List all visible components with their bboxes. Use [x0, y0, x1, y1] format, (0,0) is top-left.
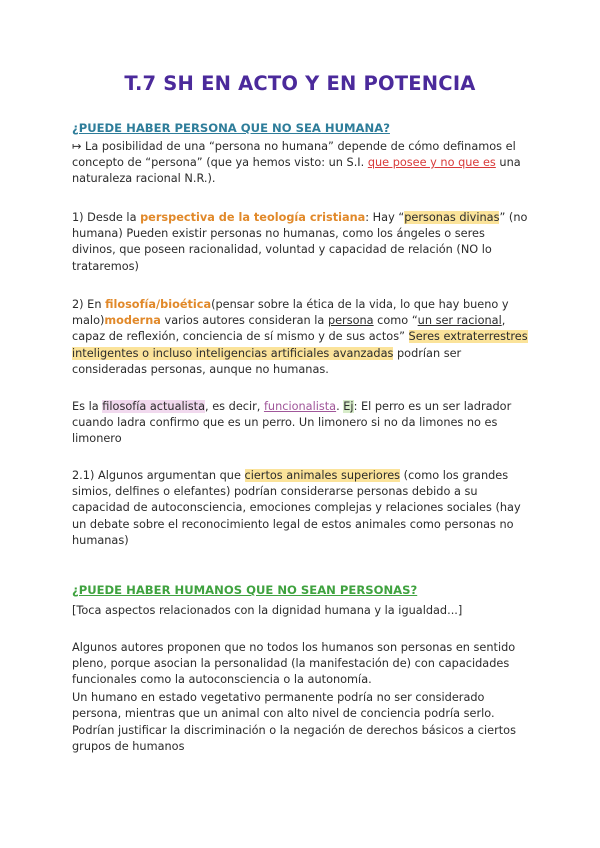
- text: ↦ La posibilidad de una “persona no humana” depende de cómo definamos el concepto de “persona” (que ya hemos visto: un S.I.: [72, 140, 516, 170]
- text: podrían ser consideradas personas, aunque no humanas.: [72, 346, 462, 376]
- paragraph-dignidad: [Toca aspectos relacionados con la dignidad humana y la igualdad...]: [72, 604, 463, 617]
- paragraph-intro: [72, 139, 532, 188]
- paragraph-discriminacion: Podrían justificar la discriminación o la negación de derechos básicos a ciertos grupos de humanos: [72, 724, 516, 754]
- red-underlined-text: que posee y no que es: [367, 156, 496, 170]
- text: ” (no humana) Pueden existir personas no humanas, como los ángeles o seres divinos, que poseen racionalidad, voluntad y capacidad de relación (NO lo trataremos): [72, 211, 528, 273]
- highlight-orange: filosofía/bioética: [105, 298, 212, 311]
- text: , es decir,: [205, 400, 264, 413]
- underlined-text: un ser racional: [417, 314, 502, 328]
- highlight-orange: perspectiva de la teología cristiana: [140, 211, 366, 224]
- text: 1) Desde la: [72, 211, 141, 224]
- paragraph-teologia: [72, 210, 532, 275]
- highlight-green: Ej: [343, 400, 354, 413]
- text: .: [336, 400, 344, 413]
- paragraph-bioetica: [72, 297, 532, 378]
- highlight-orange: moderna: [104, 314, 161, 328]
- paragraph-vegetativo: Un humano en estado vegetativo permanente podría no ser considerado persona, mientras que un animal con alto nivel de conciencia podría serlo.: [72, 691, 495, 721]
- text: , capaz de reflexión, conciencia de sí mismo y de sus actos”: [72, 314, 506, 344]
- section-heading-persona-no-humana: ¿PUEDE HABER PERSONA QUE NO SEA HUMANA?: [72, 121, 390, 135]
- text: (pensar sobre la ética de la vida, lo que hay bueno y malo): [72, 298, 509, 328]
- text: una naturaleza racional N.R.).: [72, 156, 521, 186]
- text: como “: [373, 314, 418, 328]
- text: 2.1) Algunos argumentan que: [72, 469, 245, 482]
- text: : El perro es un ser ladrador cuando ladra confirmo que es un perro. Un limonero si no da limones no es limonero: [72, 400, 512, 446]
- underlined-text: persona: [327, 314, 374, 328]
- highlight-yellow: personas divinas: [404, 211, 500, 224]
- text: : Hay “: [365, 211, 405, 224]
- highlight-yellow: Seres extraterrestres inteligentes o incluso inteligencias artificiales avanzadas: [72, 330, 528, 360]
- text: 2) En: [72, 298, 106, 311]
- page-title: T.7 SH EN ACTO Y EN POTENCIA: [124, 72, 476, 95]
- section-heading-humanos-no-personas: ¿PUEDE HABER HUMANOS QUE NO SEAN PERSONAS?: [72, 583, 418, 597]
- paragraph-animales: [72, 468, 532, 549]
- purple-underlined-text: funcionalista: [263, 400, 337, 413]
- paragraph-autores: Algunos autores proponen que no todos los humanos son personas en sentido pleno, porque asocian la personalidad (la manifestación de) con capacidades funcionales como la autoconsciencia o la autonomía.: [72, 641, 516, 687]
- text: varios autores consideran la: [160, 314, 328, 328]
- text: (como los grandes simios, delfines o elefantes) podrían considerarse personas debido a su capacidad de autoconsciencia, emociones complejas y relaciones sociales (hay un debate sobre el reconocimiento legal de estos animales como personas no humanas): [72, 469, 521, 547]
- paragraph-actualista: [72, 399, 532, 448]
- text: Es la: [72, 400, 103, 413]
- highlight-pink: filosofía actualista: [102, 400, 206, 413]
- highlight-yellow: ciertos animales superiores: [244, 469, 401, 482]
